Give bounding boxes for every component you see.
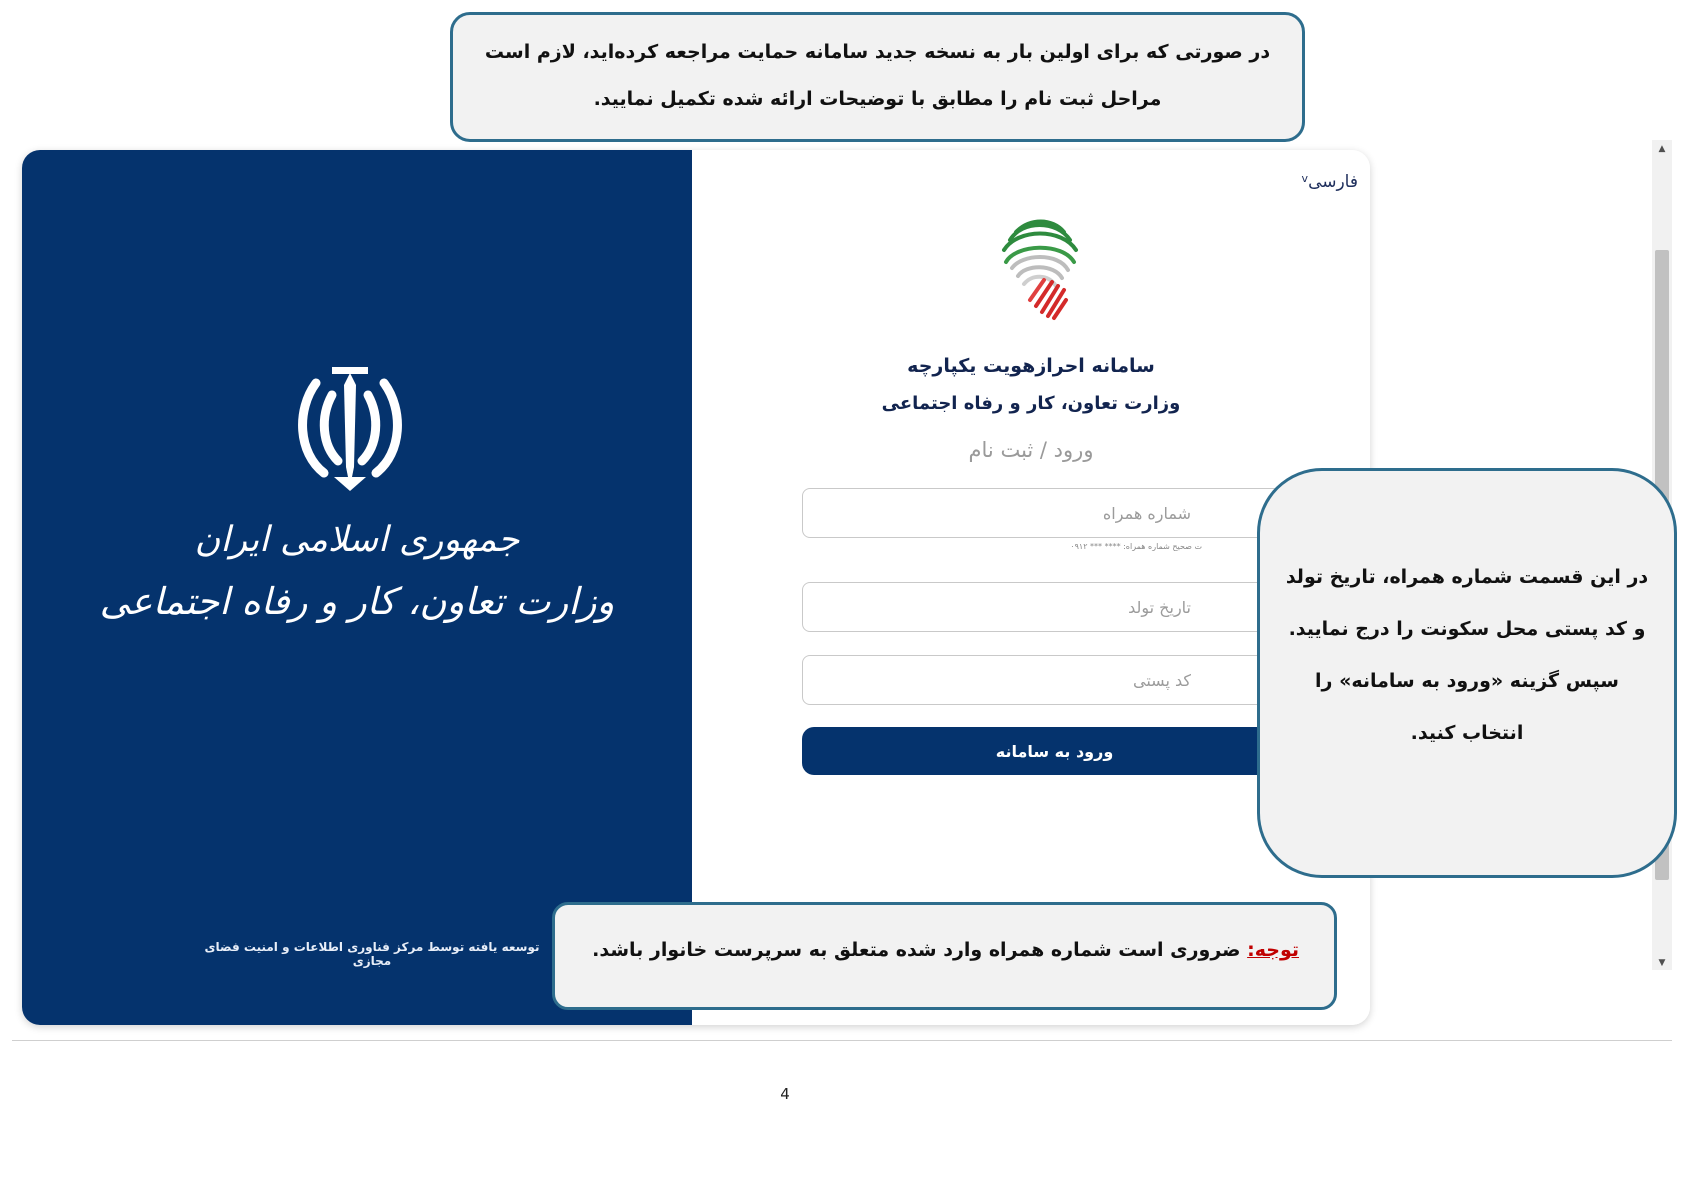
note-text: ضروری است شماره همراه وارد شده متعلق به سرپرست خانوار باشد.: [592, 939, 1248, 961]
phone-format-hint: ت صحیح شماره همراه: **** *** ۰۹۱۲: [1070, 542, 1202, 551]
instruction-line-1: در صورتی که برای اولین بار به نسخه جدید سامانه حمایت مراجعه کرده‌اید، لازم است: [484, 41, 1271, 63]
page-number: 4: [780, 1085, 790, 1103]
registration-instruction-callout: [450, 12, 1305, 142]
fingerprint-logo-icon: [992, 210, 1087, 325]
phone-number-input[interactable]: [802, 488, 1307, 538]
scroll-down-arrow-icon[interactable]: ▼: [1658, 958, 1666, 968]
chevron-down-icon: v: [1301, 172, 1309, 185]
login-subtitle: ورود / ثبت نام: [968, 438, 1094, 462]
ministry-branding-panel: [22, 150, 692, 1025]
iran-emblem-icon: [294, 365, 406, 491]
form-fields-callout-text: در این قسمت شماره همراه، تاریخ تولد و کد پستی محل سکونت را درج نمایید. سپس گزینه «ورود به سامانه» را انتخاب کنید.: [1285, 566, 1649, 744]
household-head-note-callout: [552, 902, 1337, 1010]
language-selector[interactable]: [1302, 172, 1358, 192]
ministry-name: وزارت تعاون، کار و رفاه اجتماعی: [99, 580, 615, 623]
postal-code-input[interactable]: [802, 655, 1307, 705]
developer-credit: توسعه یافته توسط مرکز فناوری اطلاعات و امنیت فضای مجازی: [204, 940, 540, 968]
note-label: توجه:: [1247, 939, 1299, 961]
birth-date-input[interactable]: [802, 582, 1307, 632]
language-label: فارسی: [1308, 172, 1358, 192]
scroll-up-arrow-icon[interactable]: ▲: [1658, 144, 1666, 154]
login-card: [22, 150, 1370, 1025]
country-name: جمهوری اسلامی ایران: [194, 520, 520, 560]
form-fields-callout: [1257, 468, 1677, 878]
login-submit-button[interactable]: ورود به سامانه: [802, 727, 1307, 775]
system-title: سامانه احرازهویت یکپارچه: [907, 355, 1155, 377]
instruction-line-2: مراحل ثبت نام را مطابق با توضیحات ارائه شده تکمیل نمایید.: [593, 88, 1162, 110]
ministry-title: وزارت تعاون، کار و رفاه اجتماعی: [881, 393, 1181, 414]
